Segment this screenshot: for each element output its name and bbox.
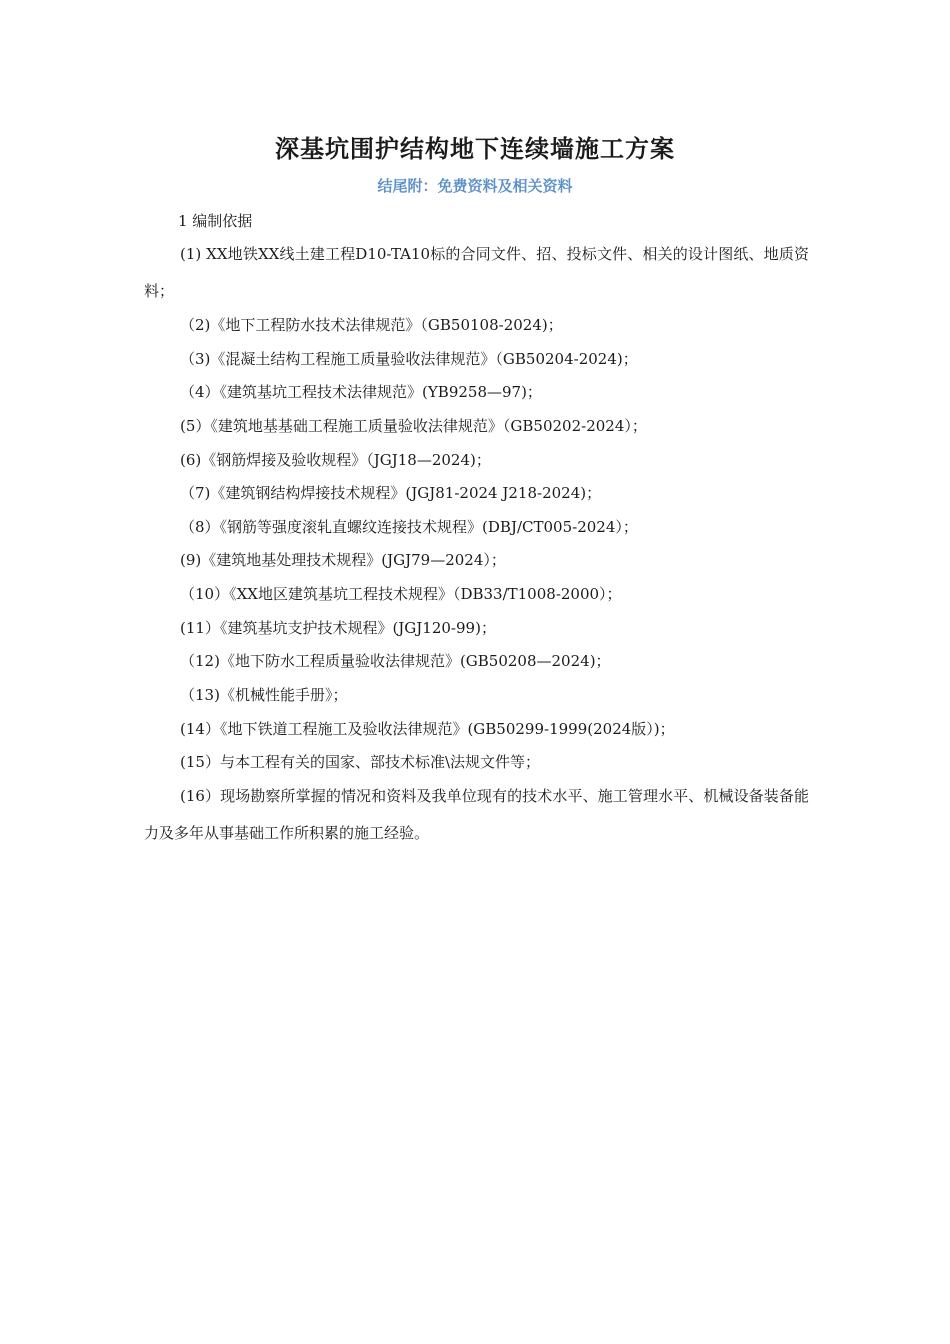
document-title: 深基坑围护结构地下连续墙施工方案: [275, 134, 675, 163]
reference-item-14: (14）《地下铁道工程施工及验收法律规范》(GB50299-1999(2024版）)；: [180, 720, 675, 738]
document-subtitle: 结尾附：免费资料及相关资料: [377, 177, 573, 195]
reference-item-8: （8）《钢筋等强度滚轧直螺纹连接技术规程》(DBJ/CT005-2024）；: [180, 518, 638, 536]
reference-item-9: (9)《建筑地基处理技术规程》(JGJ79—2024）；: [180, 551, 506, 569]
reference-item-1: (1) XX地铁XX线土建工程D10-TA10标的合同文件、招、投标文件、相关的设计图纸、地质资料；: [144, 245, 809, 300]
reference-item-7: （7)《建筑钢结构焊接技术规程》(JGJ81-2024 J218-2024)；: [180, 484, 602, 502]
reference-item-12: （12)《地下防水工程质量验收法律规范》(GB50208—2024)；: [180, 652, 611, 670]
reference-item-16: (16）现场勘察所掌握的情况和资料及我单位现有的技术水平、施工管理水平、机械设备装备能力及多年从事基础工作所积累的施工经验。: [144, 787, 809, 842]
reference-item-15: (15）与本工程有关的国家、部技术标准\法规文件等；: [180, 753, 540, 771]
reference-item-3: （3)《混凝土结构工程施工质量验收法律规范》（GB50204-2024)；: [180, 350, 638, 368]
section-heading: 1 编制依据: [178, 212, 253, 230]
reference-item-6: (6)《钢筋焊接及验收规程》（JGJ18—2024)；: [180, 451, 491, 469]
reference-item-4: （4）《建筑基坑工程技术法律规范》(YB9258—97)；: [180, 383, 542, 401]
reference-item-5: (5）《建筑地基基础工程施工质量验收法律规范》（GB50202-2024）；: [180, 417, 647, 435]
reference-item-13: （13)《机械性能手册》；: [180, 686, 348, 704]
reference-item-2: （2)《地下工程防水技术法律规范》（GB50108-2024)；: [180, 316, 563, 334]
reference-item-10: （10）《XX地区建筑基坑工程技术规程》（DB33/T1008-2000）；: [180, 585, 622, 603]
reference-item-11: (11）《建筑基坑支护技术规程》(JGJ120-99)；: [180, 619, 496, 637]
